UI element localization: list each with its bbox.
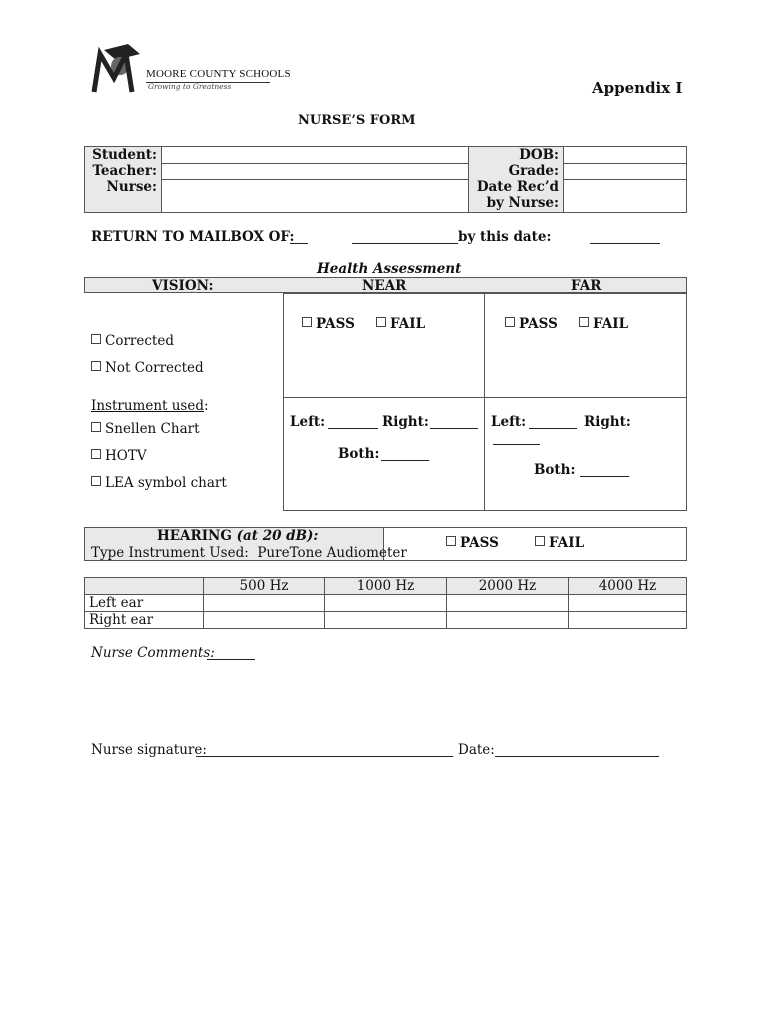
far-both-blank[interactable] bbox=[580, 464, 629, 477]
near-right-blank[interactable] bbox=[430, 416, 478, 429]
health-assessment-title: Health Assessment bbox=[317, 261, 462, 277]
left-ear-cell[interactable] bbox=[325, 595, 447, 612]
near-both-label: Both: bbox=[338, 446, 380, 462]
date-recd-field[interactable] bbox=[564, 179, 687, 212]
corrected-label: Corrected bbox=[105, 333, 174, 349]
hearing-instrument: Type Instrument Used: PureTone Audiometer bbox=[91, 545, 407, 561]
near-both-blank[interactable] bbox=[381, 448, 429, 461]
checkbox-icon[interactable] bbox=[376, 317, 386, 327]
near-left-label: Left: bbox=[290, 414, 326, 430]
far-right-blank[interactable] bbox=[493, 432, 540, 445]
hearing-frequency-table bbox=[84, 577, 687, 629]
far-pass-label: PASS bbox=[519, 316, 558, 332]
instrument-used-label: Instrument used bbox=[91, 398, 204, 414]
student-label: Student: bbox=[85, 147, 162, 164]
checkbox-icon[interactable] bbox=[91, 422, 101, 432]
grade-label: Grade: bbox=[469, 163, 564, 179]
return-date-field[interactable] bbox=[590, 231, 660, 244]
checkbox-icon[interactable] bbox=[91, 476, 101, 486]
lea-option[interactable] bbox=[91, 475, 227, 491]
checkbox-icon[interactable] bbox=[505, 317, 515, 327]
hearing-title bbox=[157, 528, 318, 544]
far-pass-option[interactable] bbox=[505, 316, 558, 332]
freq-header-blank bbox=[85, 578, 204, 595]
hotv-label: HOTV bbox=[105, 448, 147, 464]
left-ear-cell[interactable] bbox=[447, 595, 569, 612]
checkbox-icon[interactable] bbox=[91, 449, 101, 459]
right-ear-cell[interactable] bbox=[569, 612, 687, 629]
date-blank[interactable] bbox=[495, 744, 659, 757]
left-ear-label: Left ear bbox=[85, 595, 204, 612]
nurse-comments-blank[interactable] bbox=[207, 647, 255, 660]
far-both-label: Both: bbox=[534, 462, 576, 478]
checkbox-icon[interactable] bbox=[579, 317, 589, 327]
checkbox-icon[interactable] bbox=[446, 536, 456, 546]
return-date-blank[interactable] bbox=[352, 231, 458, 244]
hearing-fail-label: FAIL bbox=[549, 535, 585, 551]
right-ear-cell[interactable] bbox=[204, 612, 325, 629]
near-right-label: Right: bbox=[382, 414, 429, 430]
far-upper-cell bbox=[484, 293, 687, 398]
near-fail-option[interactable] bbox=[376, 316, 425, 332]
near-upper-cell bbox=[283, 293, 485, 398]
near-pass-option[interactable] bbox=[302, 316, 355, 332]
snellen-option[interactable] bbox=[91, 421, 200, 437]
nurse-signature-label: Nurse signature: bbox=[91, 742, 207, 758]
teacher-label: Teacher: bbox=[85, 163, 162, 179]
by-this-date-label: by this date: bbox=[458, 229, 552, 245]
left-ear-cell[interactable] bbox=[569, 595, 687, 612]
right-ear-cell[interactable] bbox=[325, 612, 447, 629]
form-title: NURSE’S FORM bbox=[298, 113, 416, 128]
hearing-title-prefix: HEARING bbox=[157, 528, 237, 544]
instrument-used-heading bbox=[91, 398, 209, 414]
hearing-fail-option[interactable] bbox=[535, 535, 584, 551]
nurse-comments-label: Nurse Comments: bbox=[91, 645, 215, 661]
grade-field[interactable] bbox=[564, 163, 687, 179]
hearing-pass-label: PASS bbox=[460, 535, 499, 551]
far-left-blank[interactable] bbox=[529, 416, 577, 429]
near-header: NEAR bbox=[362, 278, 407, 294]
return-mailbox-blank[interactable] bbox=[290, 231, 308, 244]
date-recd-label-line1: Date Rec’d bbox=[476, 179, 559, 195]
near-pass-label: PASS bbox=[316, 316, 355, 332]
nurse-signature-blank[interactable] bbox=[196, 744, 453, 757]
far-left-label: Left: bbox=[491, 414, 527, 430]
far-header: FAR bbox=[571, 278, 602, 294]
snellen-label: Snellen Chart bbox=[105, 421, 200, 437]
vision-header: VISION: bbox=[152, 278, 214, 294]
hearing-pass-option[interactable] bbox=[446, 535, 499, 551]
freq-header: 4000 Hz bbox=[569, 578, 687, 595]
appendix-label: Appendix I bbox=[592, 79, 683, 97]
not-corrected-option[interactable] bbox=[91, 360, 204, 376]
corrected-option[interactable] bbox=[91, 333, 174, 349]
teacher-field[interactable] bbox=[162, 163, 469, 179]
far-right-label: Right: bbox=[584, 414, 631, 430]
not-corrected-label: Not Corrected bbox=[105, 360, 204, 376]
logo-tagline: Growing to Greatness bbox=[148, 82, 232, 91]
hotv-option[interactable] bbox=[91, 448, 147, 464]
nurse-field[interactable] bbox=[162, 179, 469, 212]
checkbox-icon[interactable] bbox=[535, 536, 545, 546]
logo-name: MOORE COUNTY SCHOOLS bbox=[146, 68, 291, 80]
checkbox-icon[interactable] bbox=[91, 361, 101, 371]
freq-header: 2000 Hz bbox=[447, 578, 569, 595]
freq-header: 500 Hz bbox=[204, 578, 325, 595]
near-left-blank[interactable] bbox=[328, 416, 378, 429]
checkbox-icon[interactable] bbox=[302, 317, 312, 327]
student-info-table bbox=[84, 146, 687, 213]
checkbox-icon[interactable] bbox=[91, 334, 101, 344]
date-recd-label-line2: by Nurse: bbox=[486, 195, 559, 211]
right-ear-cell[interactable] bbox=[447, 612, 569, 629]
student-field[interactable] bbox=[162, 147, 469, 164]
far-fail-label: FAIL bbox=[593, 316, 629, 332]
near-fail-label: FAIL bbox=[390, 316, 426, 332]
nurse-label: Nurse: bbox=[85, 179, 162, 212]
date-recd-label bbox=[469, 179, 564, 212]
right-ear-label: Right ear bbox=[85, 612, 204, 629]
lea-label: LEA symbol chart bbox=[105, 475, 227, 491]
date-label: Date: bbox=[458, 742, 495, 758]
hearing-title-db: (at 20 dB): bbox=[236, 528, 319, 544]
freq-header: 1000 Hz bbox=[325, 578, 447, 595]
far-fail-option[interactable] bbox=[579, 316, 628, 332]
left-ear-cell[interactable] bbox=[204, 595, 325, 612]
return-mailbox-label: RETURN TO MAILBOX OF: bbox=[91, 229, 295, 245]
school-logo bbox=[90, 44, 291, 96]
graduate-logo-icon bbox=[90, 44, 150, 96]
instrument-used-colon: : bbox=[203, 398, 209, 414]
dob-label: DOB: bbox=[469, 147, 564, 164]
dob-field[interactable] bbox=[564, 147, 687, 164]
